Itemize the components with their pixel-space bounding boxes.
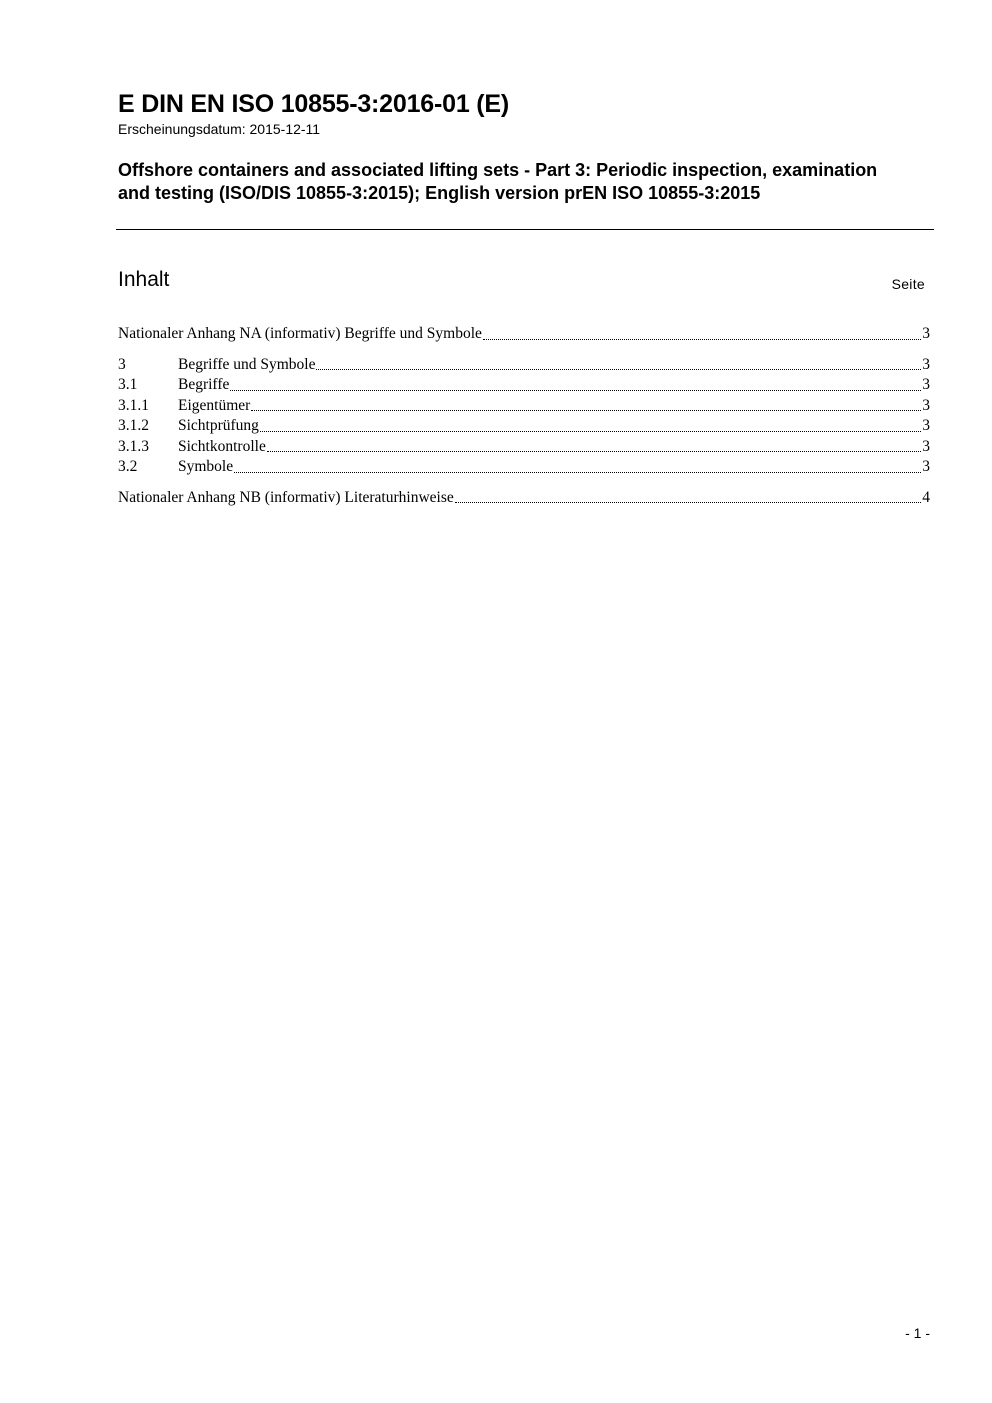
toc-entry-annex-na[interactable] <box>118 324 930 345</box>
toc-entry-text: Eigentümer <box>178 396 251 414</box>
document-title: Offshore containers and associated lifting sets - Part 3: Periodic inspection, examination and testing (ISO/DIS 10855-3:2015); English version prEN ISO 10855-3:2015 <box>118 160 878 203</box>
toc-entry-page: 3 <box>922 458 930 475</box>
toc-entry-3-1[interactable] <box>118 375 930 396</box>
toc-entry-3[interactable] <box>118 355 930 376</box>
toc-entry-3-1-1[interactable] <box>118 396 930 417</box>
page-column-label: Seite <box>891 276 925 292</box>
toc-entry-number: 3.1.2 <box>118 417 149 434</box>
dot-leader <box>455 502 922 503</box>
toc-entry-text: Begriffe <box>178 376 230 393</box>
toc-entry-number: 3.1 <box>118 376 138 393</box>
toc-entry-number: 3 <box>118 355 126 373</box>
toc-entry-page: 3 <box>922 325 930 342</box>
toc-entry-page: 4 <box>922 488 930 506</box>
dot-leader <box>251 410 921 411</box>
toc-entry-text: Symbole <box>178 458 234 475</box>
dot-leader <box>316 369 921 370</box>
toc-entry-text: Nationaler Anhang NA (informativ) Begriffe und Symbole <box>118 325 482 342</box>
dot-leader <box>267 451 921 452</box>
toc-entry-annex-nb[interactable] <box>118 488 930 509</box>
dot-leader <box>483 339 921 340</box>
toc-entry-number: 3.1.1 <box>118 396 149 414</box>
toc-entry-text: Begriffe und Symbole <box>178 355 316 373</box>
table-of-contents <box>118 324 930 518</box>
toc-entry-number: 3.2 <box>118 458 138 475</box>
title-divider <box>116 229 934 230</box>
toc-entry-page: 3 <box>922 376 930 393</box>
toc-entry-3-1-3[interactable] <box>118 437 930 458</box>
toc-entry-page: 3 <box>922 396 930 414</box>
toc-entry-number: 3.1.3 <box>118 437 149 455</box>
toc-entry-page: 3 <box>922 355 930 373</box>
dot-leader <box>234 472 921 473</box>
toc-heading: Inhalt <box>118 268 170 291</box>
document-id: E DIN EN ISO 10855-3:2016-01 (E) <box>118 90 509 118</box>
toc-entry-3-2[interactable] <box>118 457 930 478</box>
dot-leader <box>230 390 921 391</box>
toc-entry-3-1-2[interactable] <box>118 416 930 437</box>
publication-date: Erscheinungsdatum: 2015-12-11 <box>118 121 321 137</box>
toc-entry-page: 3 <box>922 437 930 455</box>
toc-entry-text: Sichtkontrolle <box>178 437 266 455</box>
toc-entry-text: Sichtprüfung <box>178 417 259 434</box>
toc-entry-page: 3 <box>922 417 930 434</box>
page-number: - 1 - <box>905 1325 930 1341</box>
dot-leader <box>260 431 921 432</box>
toc-entry-text: Nationaler Anhang NB (informativ) Literaturhinweise <box>118 488 454 506</box>
